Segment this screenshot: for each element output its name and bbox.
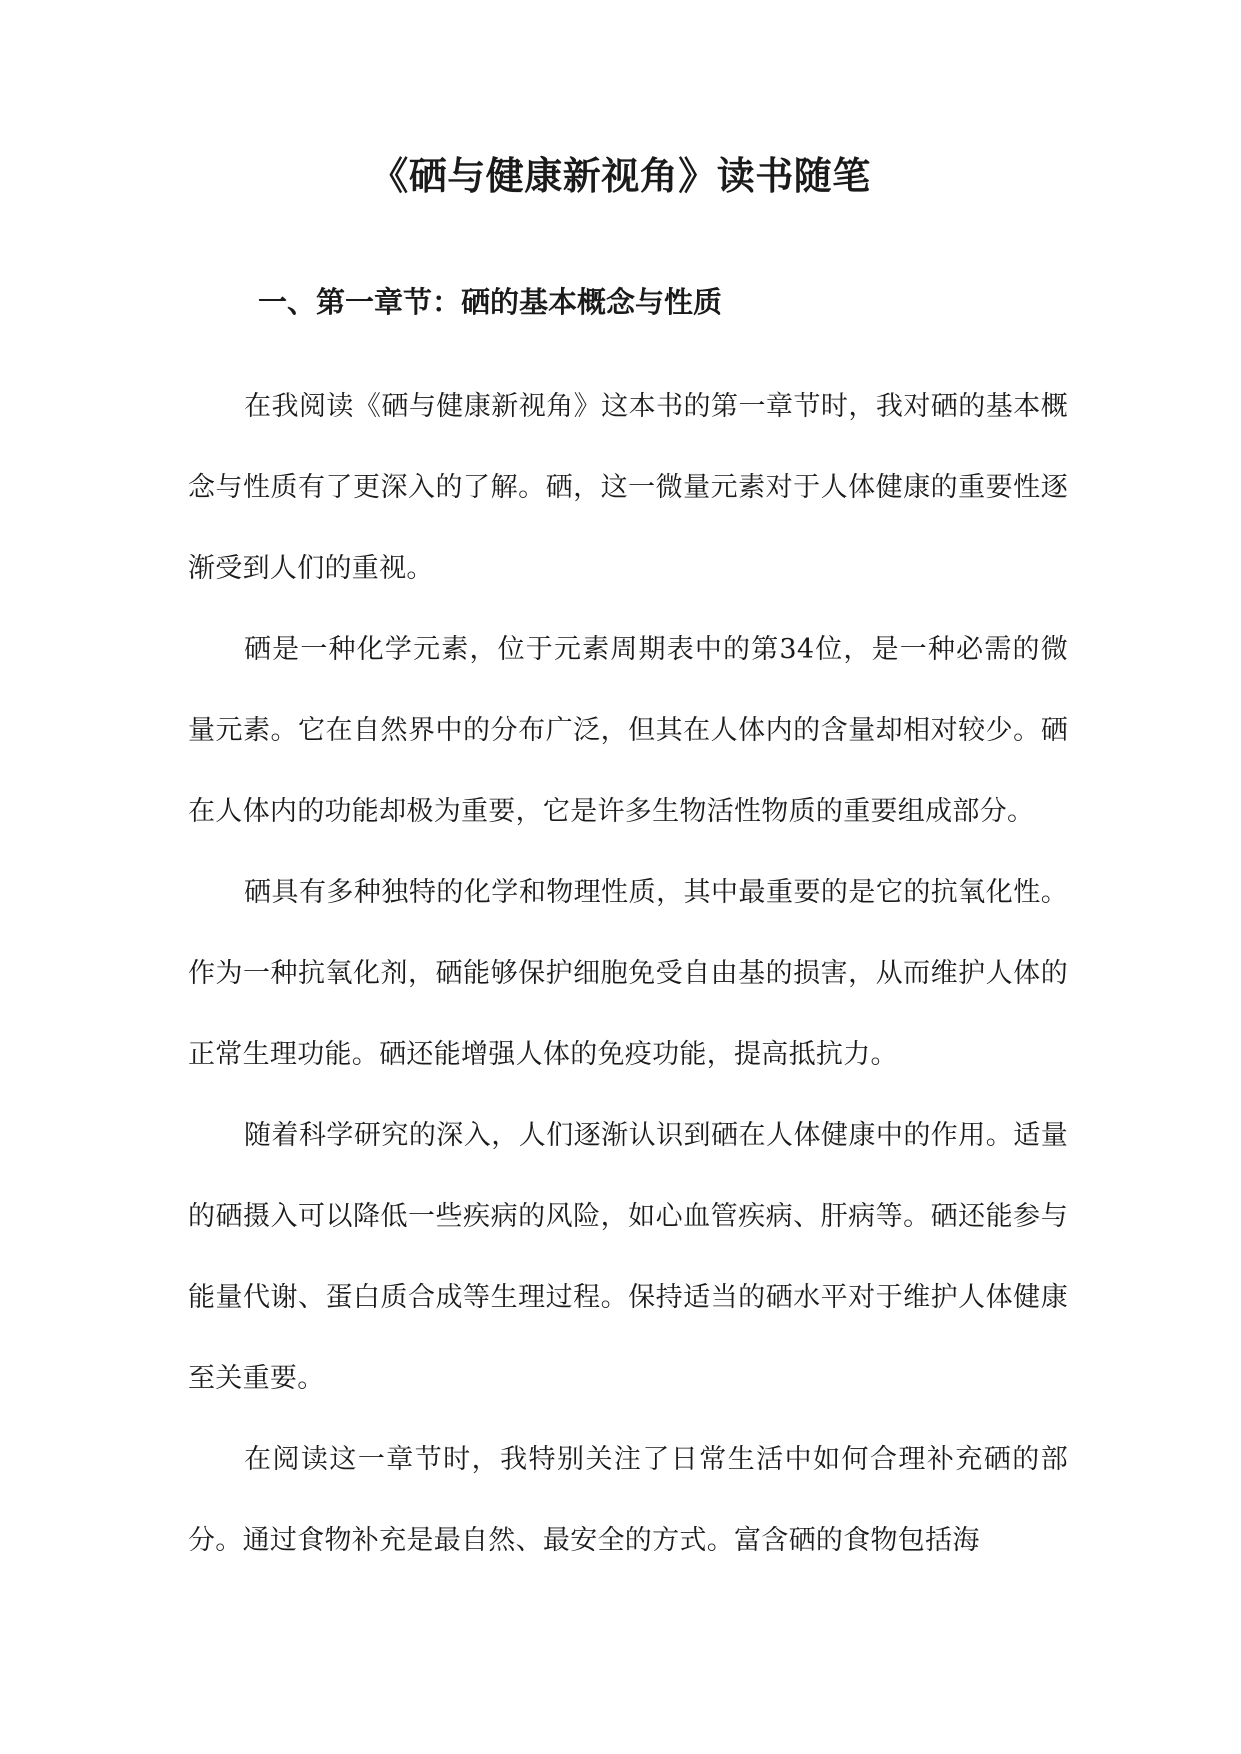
section-heading: 一、第一章节：硒的基本概念与性质	[258, 285, 723, 319]
paragraph-4: 随着科学研究的深入，人们逐渐认识到硒在人体健康中的作用。适量的硒摄入可以降低一些疾病的风险，如心血管疾病、肝病等。硒还能参与能量代谢、蛋白质合成等生理过程。保持适当的硒水平对于维护人体健康至关重要。	[188, 1120, 1068, 1394]
document-title: 《硒与健康新视角》读书随笔	[370, 154, 871, 198]
paragraph-3: 硒具有多种独特的化学和物理性质，其中最重要的是它的抗氧化性。作为一种抗氧化剂，硒能够保护细胞免受自由基的损害，从而维护人体的正常生理功能。硒还能增强人体的免疫功能，提高抵抗力。	[188, 877, 1068, 1070]
body-text	[188, 366, 1068, 1581]
paragraph-2: 硒是一种化学元素，位于元素周期表中的第34位，是一种必需的微量元素。它在自然界中的分布广泛，但其在人体内的含量却相对较少。硒在人体内的功能却极为重要，它是许多生物活性物质的重要组成部分。	[188, 634, 1068, 827]
paragraph-5: 在阅读这一章节时，我特别关注了日常生活中如何合理补充硒的部分。通过食物补充是最自然、最安全的方式。富含硒的食物包括海	[188, 1444, 1068, 1556]
paragraph-1: 在我阅读《硒与健康新视角》这本书的第一章节时，我对硒的基本概念与性质有了更深入的了解。硒，这一微量元素对于人体健康的重要性逐渐受到人们的重视。	[188, 391, 1068, 584]
